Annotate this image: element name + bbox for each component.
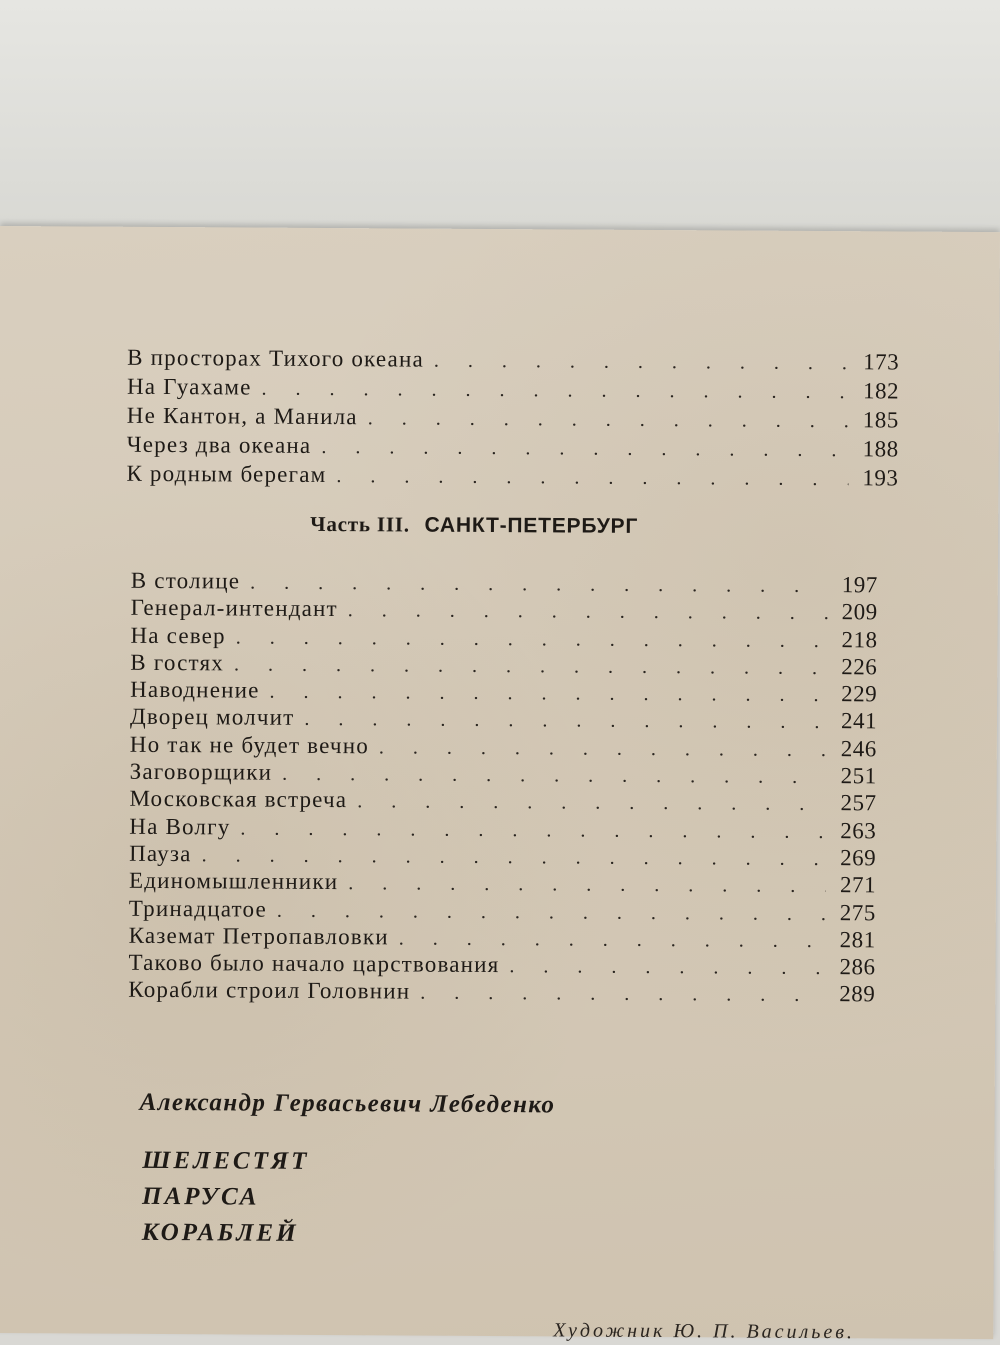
toc-entry-title: Наводнение bbox=[130, 676, 260, 703]
dot-leader bbox=[420, 980, 825, 1010]
book-title-line: ШЕЛЕСТЯТ bbox=[142, 1146, 310, 1175]
book-title-line: КОРАБЛЕЙ bbox=[141, 1218, 299, 1247]
book-title bbox=[142, 1143, 310, 1252]
dot-leader bbox=[368, 404, 849, 436]
toc-entry-title: Корабли строил Головнин bbox=[128, 977, 411, 1004]
part-title: САНКТ-ПЕТЕРБУРГ bbox=[424, 513, 639, 538]
toc-entry-page: 188 bbox=[862, 436, 899, 462]
toc-entry-page: 197 bbox=[841, 572, 878, 598]
toc-entry-title: Каземат Петропавловки bbox=[128, 922, 389, 950]
toc-entry-title: На Волгу bbox=[129, 813, 231, 840]
toc-entry-page: 289 bbox=[839, 981, 876, 1007]
book-title-line: ПАРУСА bbox=[141, 1182, 260, 1211]
toc-entry-page: 263 bbox=[840, 817, 877, 844]
toc-part2-tail bbox=[126, 343, 899, 493]
toc-entry-page: 257 bbox=[840, 790, 877, 816]
dot-leader bbox=[269, 679, 827, 710]
toc-entry-title: Но так не будет вечно bbox=[129, 731, 370, 759]
author-name: Александр Гервасьевич Лебеденко bbox=[139, 1088, 556, 1119]
toc-entry-page: 182 bbox=[862, 378, 900, 404]
dot-leader bbox=[304, 706, 827, 736]
toc-entry-page: 286 bbox=[839, 954, 876, 980]
toc-entry-page: 218 bbox=[841, 626, 878, 652]
toc-entry-page: 173 bbox=[863, 349, 900, 375]
toc-entry bbox=[127, 372, 899, 406]
toc-entry-title: На север bbox=[130, 622, 226, 648]
dot-leader bbox=[379, 734, 827, 764]
toc-entry-page: 246 bbox=[840, 735, 877, 762]
toc-entry-page: 269 bbox=[840, 845, 877, 871]
dot-leader bbox=[348, 597, 828, 627]
toc-entry-title: Генерал-интендант bbox=[130, 595, 338, 622]
toc-entry bbox=[127, 430, 899, 464]
toc-entry-title: Единомышленники bbox=[128, 868, 339, 895]
toc-entry-page: 185 bbox=[862, 407, 899, 433]
part-heading bbox=[310, 512, 638, 539]
dot-leader bbox=[234, 651, 827, 682]
part-label: Часть III. bbox=[310, 511, 410, 537]
toc-entry-page: 209 bbox=[841, 599, 878, 625]
toc-entry-title: Таково было начало царствования bbox=[128, 949, 500, 978]
toc-entry-page: 251 bbox=[840, 763, 877, 789]
toc-entry-title: Тринадцатое bbox=[128, 895, 267, 922]
toc-entry-title: Не Кантон, а Манила bbox=[126, 402, 358, 430]
toc-entry-page: 281 bbox=[839, 927, 876, 953]
toc-entry-title: Заговорщики bbox=[129, 758, 273, 785]
background-surface bbox=[0, 0, 1000, 240]
toc-entry-title: К родным берегам bbox=[126, 460, 327, 487]
toc-entry-title: В столице bbox=[130, 567, 241, 594]
toc-entry-title: В гостях bbox=[130, 649, 225, 676]
dot-leader bbox=[357, 789, 826, 819]
toc-entry bbox=[127, 401, 899, 435]
dot-leader bbox=[240, 815, 826, 846]
book-page bbox=[0, 226, 1000, 1344]
toc-entry-title: Пауза bbox=[129, 840, 192, 867]
toc-entry-title: В просторах Тихого океана bbox=[127, 344, 425, 372]
dot-leader bbox=[336, 462, 848, 494]
toc-entry bbox=[126, 459, 898, 493]
toc-entry-page: 226 bbox=[841, 654, 878, 680]
dot-leader bbox=[348, 870, 826, 900]
toc-entry-page: 271 bbox=[839, 872, 877, 898]
dot-leader bbox=[321, 433, 848, 465]
dot-leader bbox=[434, 347, 849, 379]
toc-entry-page: 275 bbox=[839, 899, 876, 925]
dot-leader bbox=[282, 761, 827, 792]
dot-leader bbox=[236, 624, 828, 655]
toc-entry bbox=[127, 343, 899, 377]
toc-part3 bbox=[128, 567, 878, 1008]
toc-entry-title: Через два океана bbox=[126, 431, 312, 458]
toc-entry-page: 241 bbox=[840, 708, 878, 734]
toc-entry-page: 193 bbox=[862, 465, 899, 491]
toc-entry-page: 229 bbox=[841, 681, 878, 707]
toc-entry-title: Дворец молчит bbox=[129, 704, 295, 731]
toc-entry-title: На Гуахаме bbox=[126, 373, 252, 400]
toc-entry-title: Московская встреча bbox=[129, 786, 348, 813]
illustrator-credit: Художник Ю. П. Васильев. bbox=[553, 1319, 856, 1344]
dot-leader bbox=[509, 953, 825, 982]
